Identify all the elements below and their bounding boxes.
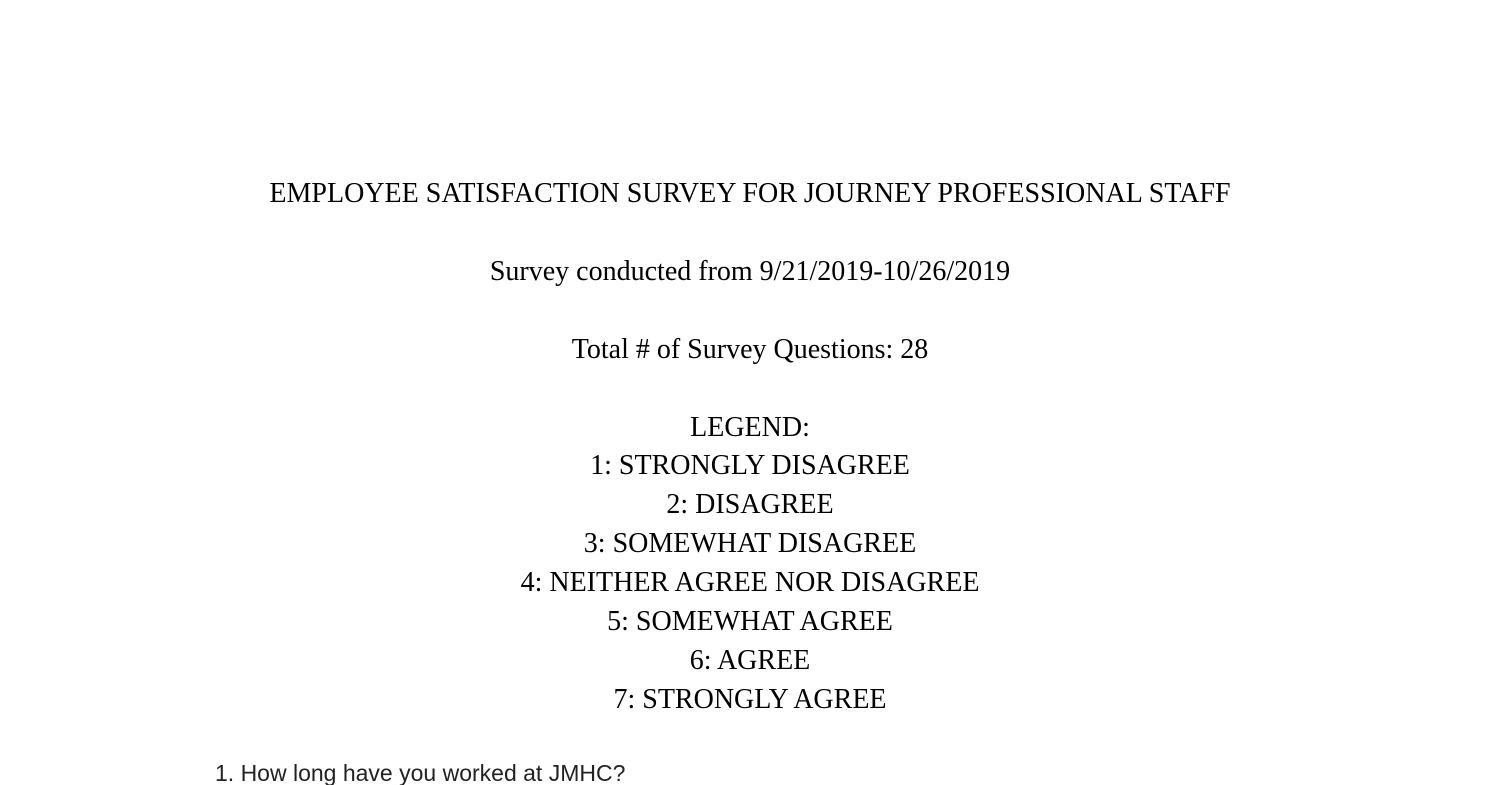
legend-item: 5: SOMEWHAT AGREE bbox=[607, 606, 893, 637]
question-item: 1. How long have you worked at JMHC? bbox=[215, 760, 626, 785]
legend-item: 1: STRONGLY DISAGREE bbox=[590, 450, 910, 481]
legend-item: 4: NEITHER AGREE NOR DISAGREE bbox=[520, 567, 980, 598]
legend-item: 6: AGREE bbox=[689, 645, 811, 676]
legend-heading: LEGEND: bbox=[690, 412, 810, 443]
legend-item: 7: STRONGLY AGREE bbox=[613, 684, 887, 715]
survey-dates: Survey conducted from 9/21/2019-10/26/2019 bbox=[489, 256, 1011, 287]
total-questions: Total # of Survey Questions: 28 bbox=[571, 334, 929, 365]
document-title: EMPLOYEE SATISFACTION SURVEY FOR JOURNEY PROFESSIONAL STAFF bbox=[269, 178, 1231, 209]
legend-item: 2: DISAGREE bbox=[666, 489, 834, 520]
legend-item: 3: SOMEWHAT DISAGREE bbox=[583, 528, 917, 559]
legend-list bbox=[0, 452, 1500, 725]
